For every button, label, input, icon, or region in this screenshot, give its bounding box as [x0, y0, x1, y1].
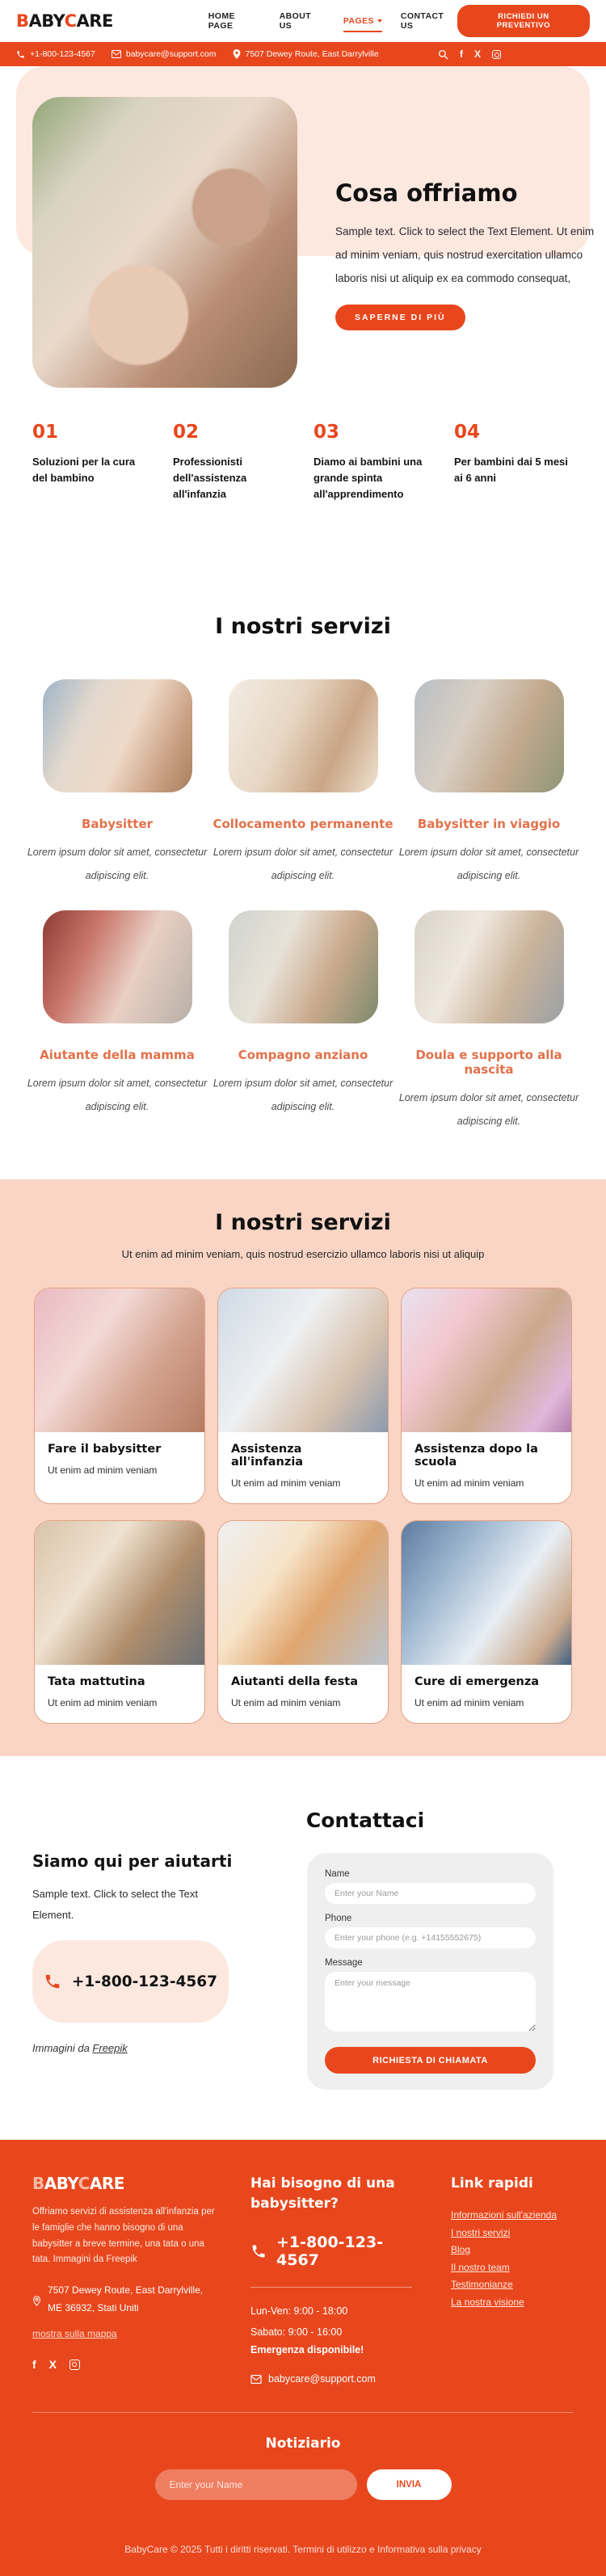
brand-logo[interactable]: [16, 11, 113, 31]
nav-about[interactable]: ABOUT US: [279, 11, 312, 31]
learn-more-button[interactable]: SAPERNE DI PIÙ: [335, 305, 465, 330]
hero-text-block: [335, 179, 602, 330]
contact-phone-number: +1-800-123-4567: [71, 1973, 218, 1990]
footer-phone[interactable]: [250, 2234, 419, 2269]
logo-part-are: ARE: [89, 2174, 124, 2194]
phone-label: Phone: [325, 1914, 352, 1924]
logo-part-aby: ABY: [44, 2174, 78, 2194]
topbar-phone-text: +1-800-123-4567: [30, 49, 95, 59]
hero-section: [0, 66, 606, 404]
logo-letter-b: B: [16, 11, 29, 31]
topbar-email-text: babycare@support.com: [125, 49, 217, 59]
topbar-right: [438, 49, 501, 60]
footer-link-our-vision[interactable]: La nostra visione: [451, 2297, 524, 2309]
contact-title: Contattaci: [305, 1809, 425, 1833]
feature-1: [32, 422, 152, 502]
service-photo-doula: [415, 910, 564, 1023]
footer-social-row: [32, 2359, 217, 2370]
card-photo: [35, 1288, 204, 1432]
message-field[interactable]: [325, 1972, 536, 2032]
card-desc: Ut enim ad minim veniam: [48, 1464, 158, 1477]
service-photo-babysitter: [43, 679, 192, 792]
quick-links-heading: Link rapidi: [451, 2175, 533, 2192]
service-card-dopo-scuola[interactable]: [401, 1288, 572, 1504]
emergency-text: Emergenza disponibile!: [250, 2344, 364, 2356]
footer-phone-number: +1-800-123-4567: [276, 2233, 384, 2269]
name-label: Name: [325, 1869, 350, 1880]
card-title: Cure di emergenza: [415, 1675, 540, 1689]
contact-body: Sample text. Click to select the Text Element.: [32, 1888, 198, 1922]
card-desc: Ut enim ad minim veniam: [48, 1697, 158, 1709]
newsletter-form: [32, 2469, 574, 2500]
phone-icon: [44, 1973, 61, 1990]
x-twitter-icon[interactable]: X: [473, 48, 481, 60]
nav-pages-label: PAGES: [343, 16, 374, 26]
feature-number: 01: [32, 422, 59, 443]
name-field[interactable]: [325, 1883, 536, 1904]
contact-phone-button[interactable]: [32, 1940, 229, 2023]
contact-section: [0, 1756, 606, 2140]
card-title: Fare il babysitter: [48, 1443, 162, 1456]
card-body: [402, 1665, 571, 1723]
card-body: [402, 1432, 571, 1503]
services-section-2: [0, 1179, 606, 1756]
card-desc: Ut enim ad minim veniam: [415, 1477, 524, 1490]
service-desc: Lorem ipsum dolor sit amet, consectetur adipiscing elit.: [398, 1091, 579, 1127]
request-call-button[interactable]: RICHIESTA DI CHIAMATA: [325, 2047, 536, 2074]
footer-hours: [250, 2301, 419, 2343]
footer-link-testimonials[interactable]: Testimonianze: [451, 2279, 513, 2291]
service-desc: Lorem ipsum dolor sit amet, consectetur adipiscing elit.: [213, 847, 393, 882]
card-desc: Ut enim ad minim veniam: [231, 1477, 341, 1490]
service-item-aiutante-mamma: [24, 888, 210, 1133]
service-desc: Lorem ipsum dolor sit amet, consectetur adipiscing elit.: [398, 847, 579, 882]
x-twitter-icon[interactable]: X: [48, 2358, 57, 2372]
footer-email[interactable]: [250, 2373, 419, 2385]
header: [0, 0, 606, 42]
topbar-email[interactable]: [112, 49, 217, 59]
feature-text: Soluzioni per la cura del bambino: [32, 456, 136, 485]
service-photo-collocamento: [229, 679, 378, 792]
footer-link-blog[interactable]: Blog: [451, 2244, 471, 2256]
contact-form: [307, 1853, 553, 2090]
card-body: [218, 1432, 388, 1503]
logo-letter-b: B: [32, 2174, 44, 2194]
footer-logo: [32, 2174, 217, 2193]
footer-link-company-info[interactable]: Informazioni sull'azienda: [451, 2209, 558, 2221]
logo-letter-c: C: [78, 2174, 90, 2194]
service-item-compagno-anziano: [210, 888, 396, 1133]
nav-contact[interactable]: CONTACT US: [400, 11, 444, 31]
footer-address-text: 7507 Dewey Route, East Darrylville, ME 36932, Stati Uniti: [48, 2284, 204, 2314]
service-card-fare-babysitter[interactable]: [34, 1288, 205, 1504]
main-nav: [208, 11, 457, 31]
feature-4: [454, 422, 574, 502]
hours-weekdays: Lun-Ven: 9:00 - 18:00: [250, 2305, 348, 2317]
logo-part-aby: ABY: [28, 11, 65, 31]
card-desc: Ut enim ad minim veniam: [415, 1697, 524, 1709]
card-photo: [402, 1521, 571, 1665]
feature-text: Professionisti dell'assistenza all'infanzia: [173, 456, 247, 501]
service-item-babysitter: [24, 657, 210, 888]
hero-photo-woman-child: [32, 97, 297, 388]
services-section-1: [0, 523, 606, 1179]
services2-title: I nostri servizi: [215, 1210, 391, 1236]
instagram-icon[interactable]: [492, 50, 501, 59]
mail-icon: [112, 50, 121, 58]
features-row: [0, 404, 606, 523]
card-body: [218, 1665, 388, 1723]
services2-grid: [0, 1271, 606, 1724]
newsletter-name-field[interactable]: [155, 2469, 357, 2500]
card-title: Tata mattutina: [48, 1675, 145, 1689]
service-title: Aiutante della mamma: [40, 1047, 195, 1062]
footer-contact-column: [250, 2174, 419, 2385]
footer-divider-small: [250, 2287, 412, 2288]
newsletter-title: Notiziario: [265, 2435, 341, 2452]
facebook-icon[interactable]: f: [32, 2358, 36, 2372]
topbar-address: [233, 49, 379, 59]
logo-part-are: ARE: [76, 11, 113, 31]
request-quote-button[interactable]: RICHIEDI UN PREVENTIVO: [457, 5, 590, 37]
copyright-text: BabyCare © 2025 Tutti i diritti riservati. Termini di utilizzo e Informativa sulla privacy: [124, 2544, 482, 2556]
footer-link-our-team[interactable]: Il nostro team: [451, 2261, 510, 2273]
service-item-viaggio: [396, 657, 582, 888]
card-photo: [218, 1288, 388, 1432]
service-card-cure-emergenza[interactable]: [401, 1520, 572, 1724]
footer-about-text: Offriamo servizi di assistenza all'infanzia per le famiglie che hanno bisogno di una babysitter a breve termine, una tata o una tata. Immagini da Freepik: [32, 2207, 215, 2265]
card-body: [35, 1665, 204, 1723]
service-title: Doula e supporto alla nascita: [415, 1047, 562, 1077]
service-desc: Lorem ipsum dolor sit amet, consectetur adipiscing elit.: [27, 847, 208, 882]
contact-heading: Siamo qui per aiutarti: [32, 1851, 233, 1872]
service-desc: Lorem ipsum dolor sit amet, consectetur adipiscing elit.: [213, 1077, 393, 1112]
search-icon[interactable]: [438, 49, 448, 60]
service-title: Compagno anziano: [238, 1047, 368, 1062]
service-card-aiutanti-festa[interactable]: [217, 1520, 389, 1724]
service-card-assistenza-infanzia[interactable]: [217, 1288, 389, 1504]
footer-columns: [32, 2174, 574, 2385]
service-photo-aiutante-mamma: [43, 910, 192, 1023]
card-title: Assistenza dopo la scuola: [415, 1443, 538, 1469]
feature-2: [173, 422, 292, 502]
contact-left-column: [32, 1851, 238, 2054]
footer: [0, 2140, 606, 2576]
show-on-map-link[interactable]: mostra sulla mappa: [32, 2328, 117, 2340]
card-title: Aiutanti della festa: [231, 1675, 358, 1689]
service-card-tata-mattutina[interactable]: [34, 1520, 205, 1724]
newsletter-submit-button[interactable]: INVIA: [367, 2469, 452, 2500]
feature-text: Diamo ai bambini una grande spinta all'apprendimento: [314, 456, 423, 501]
card-photo: [402, 1288, 571, 1432]
card-body: [35, 1432, 204, 1490]
service-photo-compagno-anziano: [229, 910, 378, 1023]
hero-title: Cosa offriamo: [335, 179, 518, 207]
footer-need-heading: Hai bisogno di una babysitter?: [250, 2175, 395, 2213]
service-item-doula: [396, 888, 582, 1133]
footer-links-column: [451, 2174, 574, 2385]
services1-grid: [0, 657, 606, 1133]
footer-divider: [32, 2412, 574, 2413]
service-title: Babysitter in viaggio: [417, 817, 561, 832]
feature-3: [314, 422, 433, 502]
services2-subtitle: Ut enim ad minim veniam, quis nostrud esercizio ullamco laboris nisi ut aliquip: [121, 1248, 485, 1261]
instagram-icon[interactable]: [69, 2360, 80, 2370]
pin-icon: [233, 49, 241, 59]
service-title: Collocamento permanente: [213, 817, 393, 832]
card-title: Assistenza all'infanzia: [231, 1443, 304, 1469]
logo-letter-c: C: [64, 11, 77, 31]
services1-title: I nostri servizi: [215, 614, 391, 640]
footer-email-text: babycare@support.com: [268, 2373, 376, 2385]
nav-home[interactable]: HOME PAGE: [208, 11, 235, 31]
footer-address: [32, 2281, 217, 2318]
nav-pages[interactable]: [343, 16, 382, 32]
topbar-address-text: 7507 Dewey Route, East Darrylville: [245, 49, 379, 59]
phone-icon: [250, 2243, 267, 2259]
newsletter-section: [32, 2435, 574, 2500]
hero-body: Sample text. Click to select the Text Element. Ut enim ad minim veniam, quis nostrud exercitation ullamco laboris nisi ut aliquip ex ea commodo consequat,: [335, 225, 595, 285]
phone-field[interactable]: [325, 1927, 536, 1948]
feature-number: 03: [314, 422, 340, 443]
hours-saturday: Sabato: 9:00 - 16:00: [250, 2326, 343, 2338]
mail-icon: [250, 2375, 262, 2384]
service-item-collocamento: [210, 657, 396, 888]
quick-links-list: [451, 2210, 574, 2315]
service-photo-viaggio: [415, 679, 564, 792]
feature-number: 04: [454, 422, 481, 443]
card-desc: Ut enim ad minim veniam: [231, 1697, 341, 1709]
footer-about-column: [32, 2174, 217, 2385]
footer-link-our-services[interactable]: I nostri servizi: [451, 2226, 511, 2238]
message-label: Message: [325, 1958, 363, 1969]
service-title: Babysitter: [81, 817, 154, 832]
card-photo: [35, 1521, 204, 1665]
facebook-icon[interactable]: f: [459, 48, 463, 60]
feature-number: 02: [173, 422, 200, 443]
freepik-link[interactable]: Freepik: [92, 2042, 128, 2055]
card-photo: [218, 1521, 388, 1665]
image-credit: [32, 2042, 238, 2054]
chevron-down-icon: [377, 19, 382, 23]
topbar: [0, 42, 606, 66]
credit-prefix: Immagini da: [32, 2042, 93, 2055]
phone-icon: [16, 50, 25, 59]
service-desc: Lorem ipsum dolor sit amet, consectetur adipiscing elit.: [27, 1077, 208, 1112]
topbar-phone[interactable]: [16, 49, 95, 59]
feature-text: Per bambini dai 5 mesi ai 6 anni: [454, 456, 568, 485]
pin-icon: [32, 2284, 41, 2318]
